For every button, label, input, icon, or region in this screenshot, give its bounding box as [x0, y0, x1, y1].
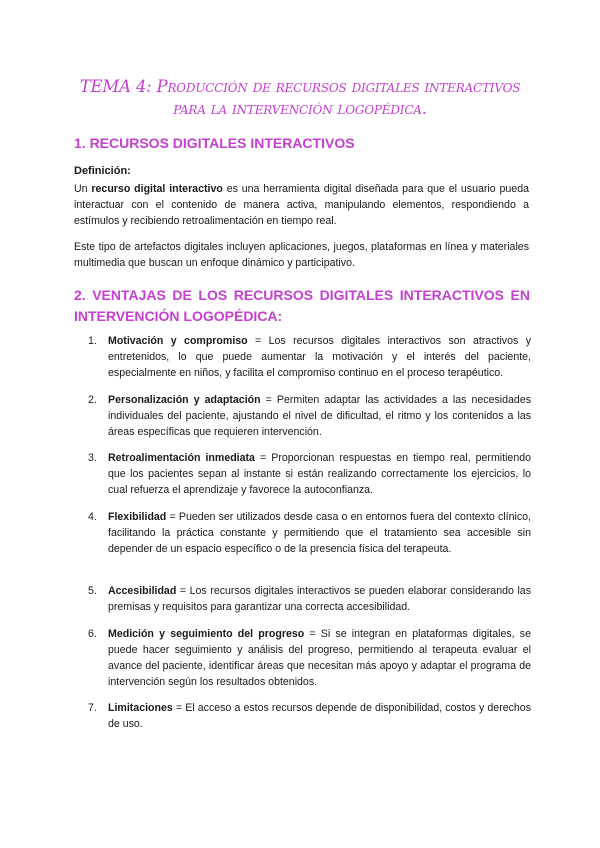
list-item-number: 6. — [88, 628, 97, 640]
definition-paragraph — [74, 181, 529, 229]
list-item-term: Accesibilidad — [108, 585, 177, 597]
list-item-body: = Los recursos digitales interactivos son atractivos y entretenidos, lo que puede aumentar la motivación y el interés del paciente, especialmente en niños, y facilita el compromiso continuo en el proceso terapéutico. — [108, 335, 531, 379]
list-item-term: Personalización y adaptación — [108, 394, 261, 406]
list-item-number: 7. — [88, 702, 97, 714]
section-1-heading: 1. RECURSOS DIGITALES INTERACTIVOS — [74, 135, 355, 151]
document-title: TEMA 4: Producción de recursos digitales interactivos para la intervención logopédica. — [79, 77, 521, 118]
section-2-heading: 2. VENTAJAS DE LOS RECURSOS DIGITALES INTERACTIVOS EN INTERVENCIÓN LOGOPÉDICA: — [74, 287, 530, 324]
list-item-body: = Los recursos digitales interactivos se pueden elaborar considerando las premisas y requisitos para garantizar una correcta accesibilidad. — [108, 585, 531, 613]
list-item-term: Medición y seguimiento del progreso — [108, 628, 305, 640]
list-item-body: = Pueden ser utilizados desde casa o en entornos fuera del contexto clínico, facilitando la práctica constante y permitiendo que el tratamiento sea accesible sin depender de un espacio específico o de la presencia física del terapeuta. — [108, 511, 531, 555]
list-item-text — [108, 509, 531, 557]
list-item-text — [108, 333, 531, 381]
list-item-number: 3. — [88, 452, 97, 464]
list-item-number: 5. — [88, 585, 97, 597]
list-item-number: 1. — [88, 335, 97, 347]
list-item-text — [108, 392, 531, 440]
list-item-number: 4. — [88, 511, 97, 523]
list-item-text — [108, 700, 531, 732]
list-item-text — [108, 583, 531, 615]
list-item-body: = Si se integran en plataformas digitales, se puede hacer seguimiento y análisis del progreso, permitiendo al terapeuta evaluar el avance del paciente, identificar áreas que necesitan más apoyo y adaptar el programa de intervención según los resultados obtenidos. — [108, 628, 531, 688]
list-item-term: Motivación y compromiso — [108, 335, 248, 347]
definition-label: Definición: — [74, 165, 131, 177]
list-item-body: = Proporcionan respuestas en tiempo real, permitiendo que los pacientes sepan al instante si están realizando correctamente los ejercicios, lo cual refuerza el aprendizaje y favorece la autoconfianza. — [108, 452, 531, 496]
definition-term: recurso digital interactivo — [91, 183, 223, 195]
list-item-text — [108, 450, 531, 498]
list-item-text — [108, 626, 531, 690]
definition-body: es una herramienta digital diseñada para que el usuario pueda interactuar con el contenido de manera activa, manipulando elementos, respondiendo a estímulos y recibiendo retroalimentación en tiempo real. — [74, 183, 529, 227]
list-item-term: Retroalimentación inmediata — [108, 452, 255, 464]
list-item-number: 2. — [88, 394, 97, 406]
artifacts-paragraph: Este tipo de artefactos digitales incluyen aplicaciones, juegos, plataformas en línea y materiales multimedia que buscan un enfoque dinámico y participativo. — [74, 241, 529, 269]
list-item-term: Limitaciones — [108, 702, 173, 714]
list-item-term: Flexibilidad — [108, 511, 167, 523]
list-item-body: = Permiten adaptar las actividades a las necesidades individuales del paciente, ajustando el nivel de dificultad, el ritmo y los contenidos a las áreas específicas que requieren intervención. — [108, 394, 532, 438]
list-item-body: = El acceso a estos recursos depende de disponibilidad, costos y derechos de uso. — [108, 702, 531, 730]
definition-prefix: Un — [74, 183, 92, 195]
